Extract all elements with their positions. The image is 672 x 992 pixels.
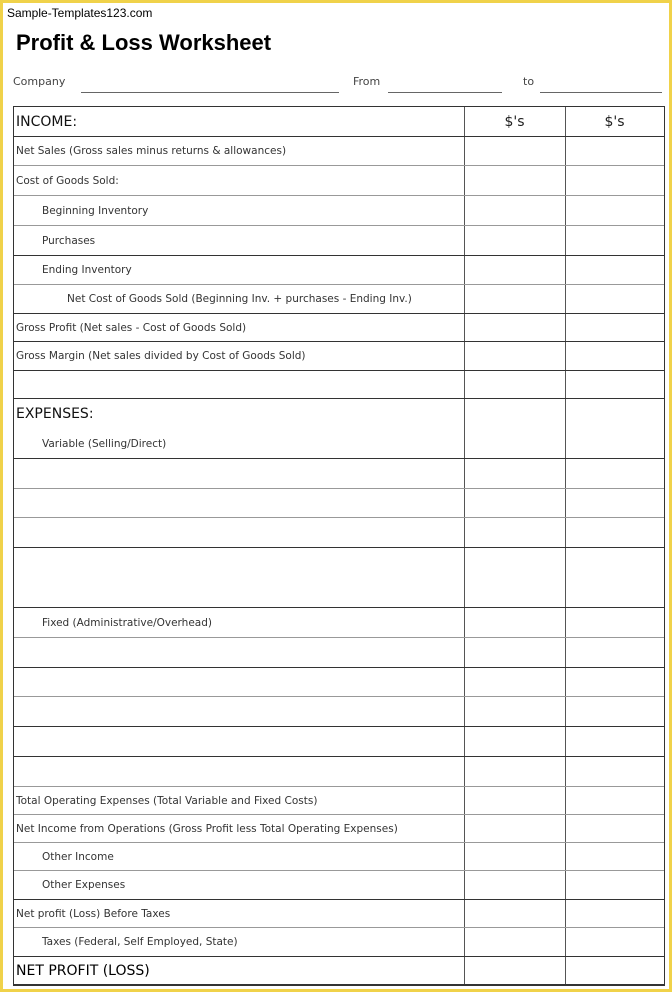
table-row[interactable] (14, 843, 664, 871)
row-label: Net profit (Loss) Before Taxes (16, 907, 171, 920)
row-label: Taxes (Federal, Self Employed, State) (42, 936, 238, 948)
table-row[interactable] (14, 697, 664, 727)
row-label: Ending Inventory (42, 264, 132, 276)
row-label: Other Expenses (42, 879, 126, 891)
table-row[interactable] (14, 371, 664, 399)
column-header-1: $'s (504, 114, 525, 130)
table-row[interactable] (14, 518, 664, 548)
to-label: to (523, 75, 535, 88)
row-label: Other Income (42, 850, 114, 863)
row-label: Cost of Goods Sold: (16, 174, 119, 187)
table-row[interactable] (14, 285, 664, 314)
table-row[interactable] (14, 548, 664, 608)
table-row[interactable] (14, 727, 664, 757)
expenses-heading: EXPENSES: (16, 406, 94, 422)
row-label: Fixed (Administrative/Overhead) (42, 616, 212, 629)
table-row[interactable] (14, 459, 664, 489)
table-row[interactable] (14, 137, 664, 166)
row-label: Total Operating Expenses (Total Variable and Fixed Costs) (16, 794, 318, 807)
table-row[interactable] (14, 256, 664, 285)
table-row[interactable] (14, 489, 664, 518)
from-label: From (353, 75, 381, 88)
page-title: Profit & Loss Worksheet (16, 30, 272, 55)
row-label: Net Cost of Goods Sold (Beginning Inv. + purchases - Ending Inv.) (67, 293, 412, 305)
from-field[interactable] (388, 92, 502, 93)
row-label: Net Sales (Gross sales minus returns & allowances) (16, 145, 287, 157)
table-row[interactable] (14, 226, 664, 256)
to-field[interactable] (540, 92, 662, 93)
table-row[interactable] (14, 196, 664, 226)
table-row (14, 399, 664, 429)
column-header-2: $'s (604, 114, 625, 130)
table-row[interactable] (14, 757, 664, 787)
company-field[interactable] (81, 92, 339, 93)
row-label: Gross Profit (Net sales - Cost of Goods Sold) (16, 321, 247, 334)
row-label: Beginning Inventory (42, 204, 149, 217)
row-label: Variable (Selling/Direct) (42, 437, 167, 450)
table-row[interactable] (14, 166, 664, 196)
income-heading: INCOME: (16, 113, 78, 130)
worksheet-table (13, 106, 665, 986)
table-row[interactable] (14, 787, 664, 815)
table-row[interactable] (14, 668, 664, 697)
net-profit-label: NET PROFIT (LOSS) (16, 963, 150, 979)
row-label: Purchases (42, 234, 96, 247)
watermark: Sample-Templates123.com (7, 6, 153, 20)
table-row[interactable] (14, 429, 664, 459)
table-row[interactable] (14, 957, 664, 985)
table-row[interactable] (14, 928, 664, 957)
table-row[interactable] (14, 314, 664, 342)
table-row[interactable] (14, 342, 664, 371)
table-row[interactable] (14, 815, 664, 843)
table-row[interactable] (14, 638, 664, 668)
table-row[interactable] (14, 900, 664, 928)
table-row[interactable] (14, 608, 664, 638)
table-row[interactable] (14, 871, 664, 900)
company-label: Company (13, 75, 66, 88)
row-label: Net Income from Operations (Gross Profit less Total Operating Expenses) (16, 822, 398, 835)
row-label: Gross Margin (Net sales divided by Cost of Goods Sold) (16, 350, 306, 362)
table-row (14, 107, 664, 137)
